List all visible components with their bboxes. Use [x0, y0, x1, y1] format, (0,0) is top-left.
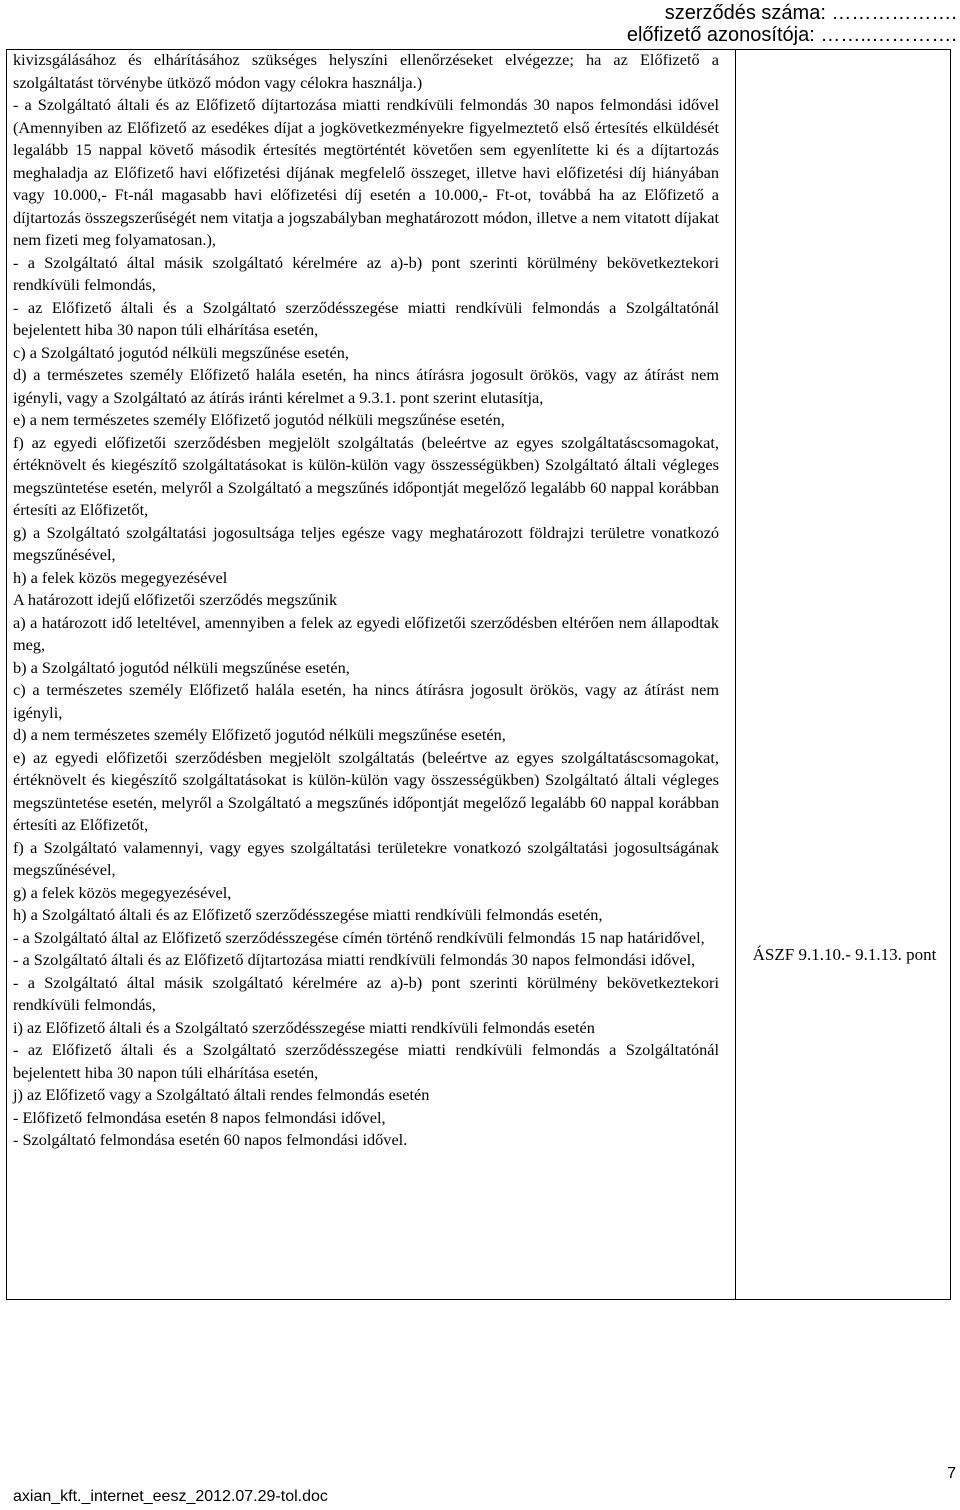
paragraph: c) a természetes személy Előfizető halála esetén, ha nincs átírásra jogosult örökös, vagy az átírást nem igényli, — [13, 680, 719, 722]
aszf-reference: ÁSZF 9.1.10.- 9.1.13. pont — [752, 945, 937, 964]
fixed-term-heading: A határozott idejű előfizetői szerződés megszűnik — [13, 590, 338, 609]
paragraph: e) a nem természetes személy Előfizető jogutód nélküli megszűnése esetén, — [13, 410, 505, 429]
paragraph: d) a természetes személy Előfizető halála esetén, ha nincs átírásra jogosult örökös, vagy az átírást nem igényli, vagy a Szolgáltató az átírás iránti kérelmet a 9.3.1. pont szerint elutasítja, — [13, 365, 719, 407]
table-column-divider — [735, 49, 736, 1300]
paragraph: - a Szolgáltató általi és az Előfizető díjtartozása miatti rendkívüli felmondás 30 napos felmondási idővel (Amennyiben az Előfizető az esedékes díjat a jogkövetkezményekre figyelmeztető első értesítés elküldését legalább 15 nappal követő második értesítés megtörténtét követően sem egyenlítette ki és a díjtartozás meghaladja az Előfizető havi előfizetési díjának megfelelő összeget, illetve havi előfizetési díj hiányában vagy 10.000,- Ft-nál magasabb havi előfizetési díj esetén a 10.000,- Ft-ot, továbbá ha az Előfizető a díjtartozás összegszerűségét nem vitatja a jogszabályban meghatározott módon, illetve a nem vitatott díjakat nem fizeti meg folyamatosan.), — [13, 95, 719, 249]
paragraph: d) a nem természetes személy Előfizető jogutód nélküli megszűnése esetén, — [13, 725, 506, 744]
paragraph: - Előfizető felmondása esetén 8 napos felmondási idővel, — [13, 1107, 386, 1127]
paragraph: h) a Szolgáltató általi és az Előfizető szerződésszegése miatti rendkívüli felmondás esetén, — [13, 905, 603, 924]
paragraph: - a Szolgáltató által másik szolgáltató kérelmére az a)-b) pont szerinti körülmény bekövetkeztekori rendkívüli felmondás, — [13, 972, 719, 1014]
paragraph: kivizsgálásához és elhárításához szükséges helyszíni ellenőrzéseket elvégezze; ha az Előfizető a szolgáltatást törvénybe ütköző módon vagy célokra használja.) — [13, 50, 719, 92]
contract-number-label: szerződés száma: ………………. — [664, 2, 957, 24]
paragraph: j) az Előfizető vagy a Szolgáltató általi rendes felmondás esetén — [13, 1085, 430, 1104]
paragraph: - az Előfizető általi és a Szolgáltató szerződésszegése miatti rendkívüli felmondás a Szolgáltatónál bejelentett hiba 30 napon túli elhárítása esetén, — [13, 1040, 719, 1082]
termination-clauses — [13, 49, 719, 1152]
paragraph: - Szolgáltató felmondása esetén 60 napos felmondási idővel. — [13, 1130, 408, 1149]
paragraph: g) a Szolgáltató szolgáltatási jogosultsága teljes egésze vagy meghatározott földrajzi területre vonatkozó megszűnésével, — [13, 522, 719, 564]
paragraph: - az Előfizető általi és a Szolgáltató szerződésszegése miatti rendkívüli felmondás a Szolgáltatónál bejelentett hiba 30 napon túli elhárítása esetén, — [13, 297, 719, 339]
document-filename: axian_kft._internet_eesz_2012.07.29-tol.doc — [13, 1488, 328, 1505]
page-number: 7 — [947, 1465, 956, 1482]
paragraph: g) a felek közös megegyezésével, — [13, 882, 232, 902]
paragraph: c) a Szolgáltató jogutód nélküli megszűnése esetén, — [13, 342, 349, 362]
paragraph: - a Szolgáltató által az Előfizető szerződésszegése címén történő rendkívüli felmondás 15 nap határidővel, — [13, 927, 705, 947]
paragraph: e) az egyedi előfizetői szerződésben megjelölt szolgáltatás (beleértve az egyes szolgáltatáscsomagokat, értéknövelt és kiegészítő szolgáltatásokat is külön-külön vagy összességükben) Szolgáltató általi végleges megszüntetése esetén, melyről a Szolgáltató a megszűnés időpontját megelőző legalább 60 nappal korábban értesíti az Előfizetőt, — [13, 747, 719, 834]
subscriber-id-label: előfizető azonosítója: ……..…………. — [626, 24, 957, 46]
paragraph: f) az egyedi előfizetői szerződésben megjelölt szolgáltatás (beleértve az egyes szolgáltatáscsomagokat, értéknövelt és kiegészítő szolgáltatásokat is külön-külön vagy összességükben) Szolgáltató általi végleges megszüntetése esetén, melyről a Szolgáltató a megszűnés időpontját megelőző legalább 60 nappal korábban értesíti az Előfizetőt, — [13, 432, 719, 519]
paragraph: a) a határozott idő leteltével, amennyiben a felek az egyedi előfizetői szerződésben eltérően nem állapodtak meg, — [13, 612, 719, 654]
paragraph: f) a Szolgáltató valamennyi, vagy egyes szolgáltatási területekre vonatkozó szolgáltatási jogosultságának megszűnésével, — [13, 837, 719, 879]
paragraph: - a Szolgáltató által másik szolgáltató kérelmére az a)-b) pont szerinti körülmény bekövetkeztekori rendkívüli felmondás, — [13, 252, 719, 294]
paragraph: b) a Szolgáltató jogutód nélküli megszűnése esetén, — [13, 657, 350, 677]
paragraph: i) az Előfizető általi és a Szolgáltató szerződésszegése miatti rendkívüli felmondás esetén — [13, 1017, 595, 1037]
paragraph: - a Szolgáltató általi és az Előfizető díjtartozása miatti rendkívüli felmondás 30 napos felmondási idővel, — [13, 950, 696, 969]
paragraph: h) a felek közös megegyezésével — [13, 567, 228, 587]
